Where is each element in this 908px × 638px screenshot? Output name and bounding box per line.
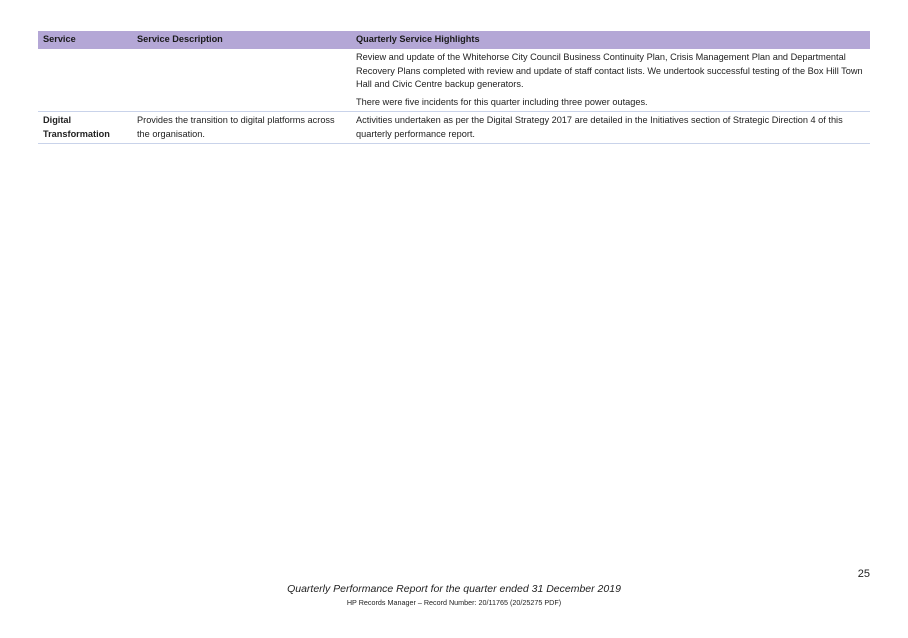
header-service: Service (38, 31, 132, 49)
highlight-paragraph: Activities undertaken as per the Digital Strategy 2017 are detailed in the Initiatives section of Strategic Direction 4 of this quarterly performance report. (356, 115, 843, 139)
highlight-paragraph: Review and update of the Whitehorse City Council Business Continuity Plan, Crisis Management Plan and Departmental Recovery Plans completed with review and update of staff contact lists. We undertook successful testing of the Box Hill Town Hall and Civic Centre backup generators. (356, 52, 863, 89)
highlights-cell (351, 49, 870, 112)
service-cell (38, 49, 132, 112)
description-cell (132, 49, 351, 112)
footer-report-title: Quarterly Performance Report for the quarter ended 31 December 2019 (287, 583, 621, 595)
header-service-description: Service Description (132, 31, 351, 49)
table-row (38, 112, 870, 144)
page-number: 25 (857, 568, 870, 580)
table-row (38, 49, 870, 112)
highlight-paragraph: There were five incidents for this quarter including three power outages. (356, 96, 648, 107)
service-cell (38, 112, 132, 144)
table-header-row (38, 31, 870, 49)
highlights-cell (351, 112, 870, 144)
service-table (38, 31, 870, 144)
description-cell: Provides the transition to digital platforms across the organisation. (132, 112, 351, 144)
footer-record-number: HP Records Manager – Record Number: 20/11765 (20/25275 PDF) (346, 598, 562, 607)
header-quarterly-highlights: Quarterly Service Highlights (351, 31, 870, 49)
service-name: Digital Transformation (43, 115, 110, 139)
